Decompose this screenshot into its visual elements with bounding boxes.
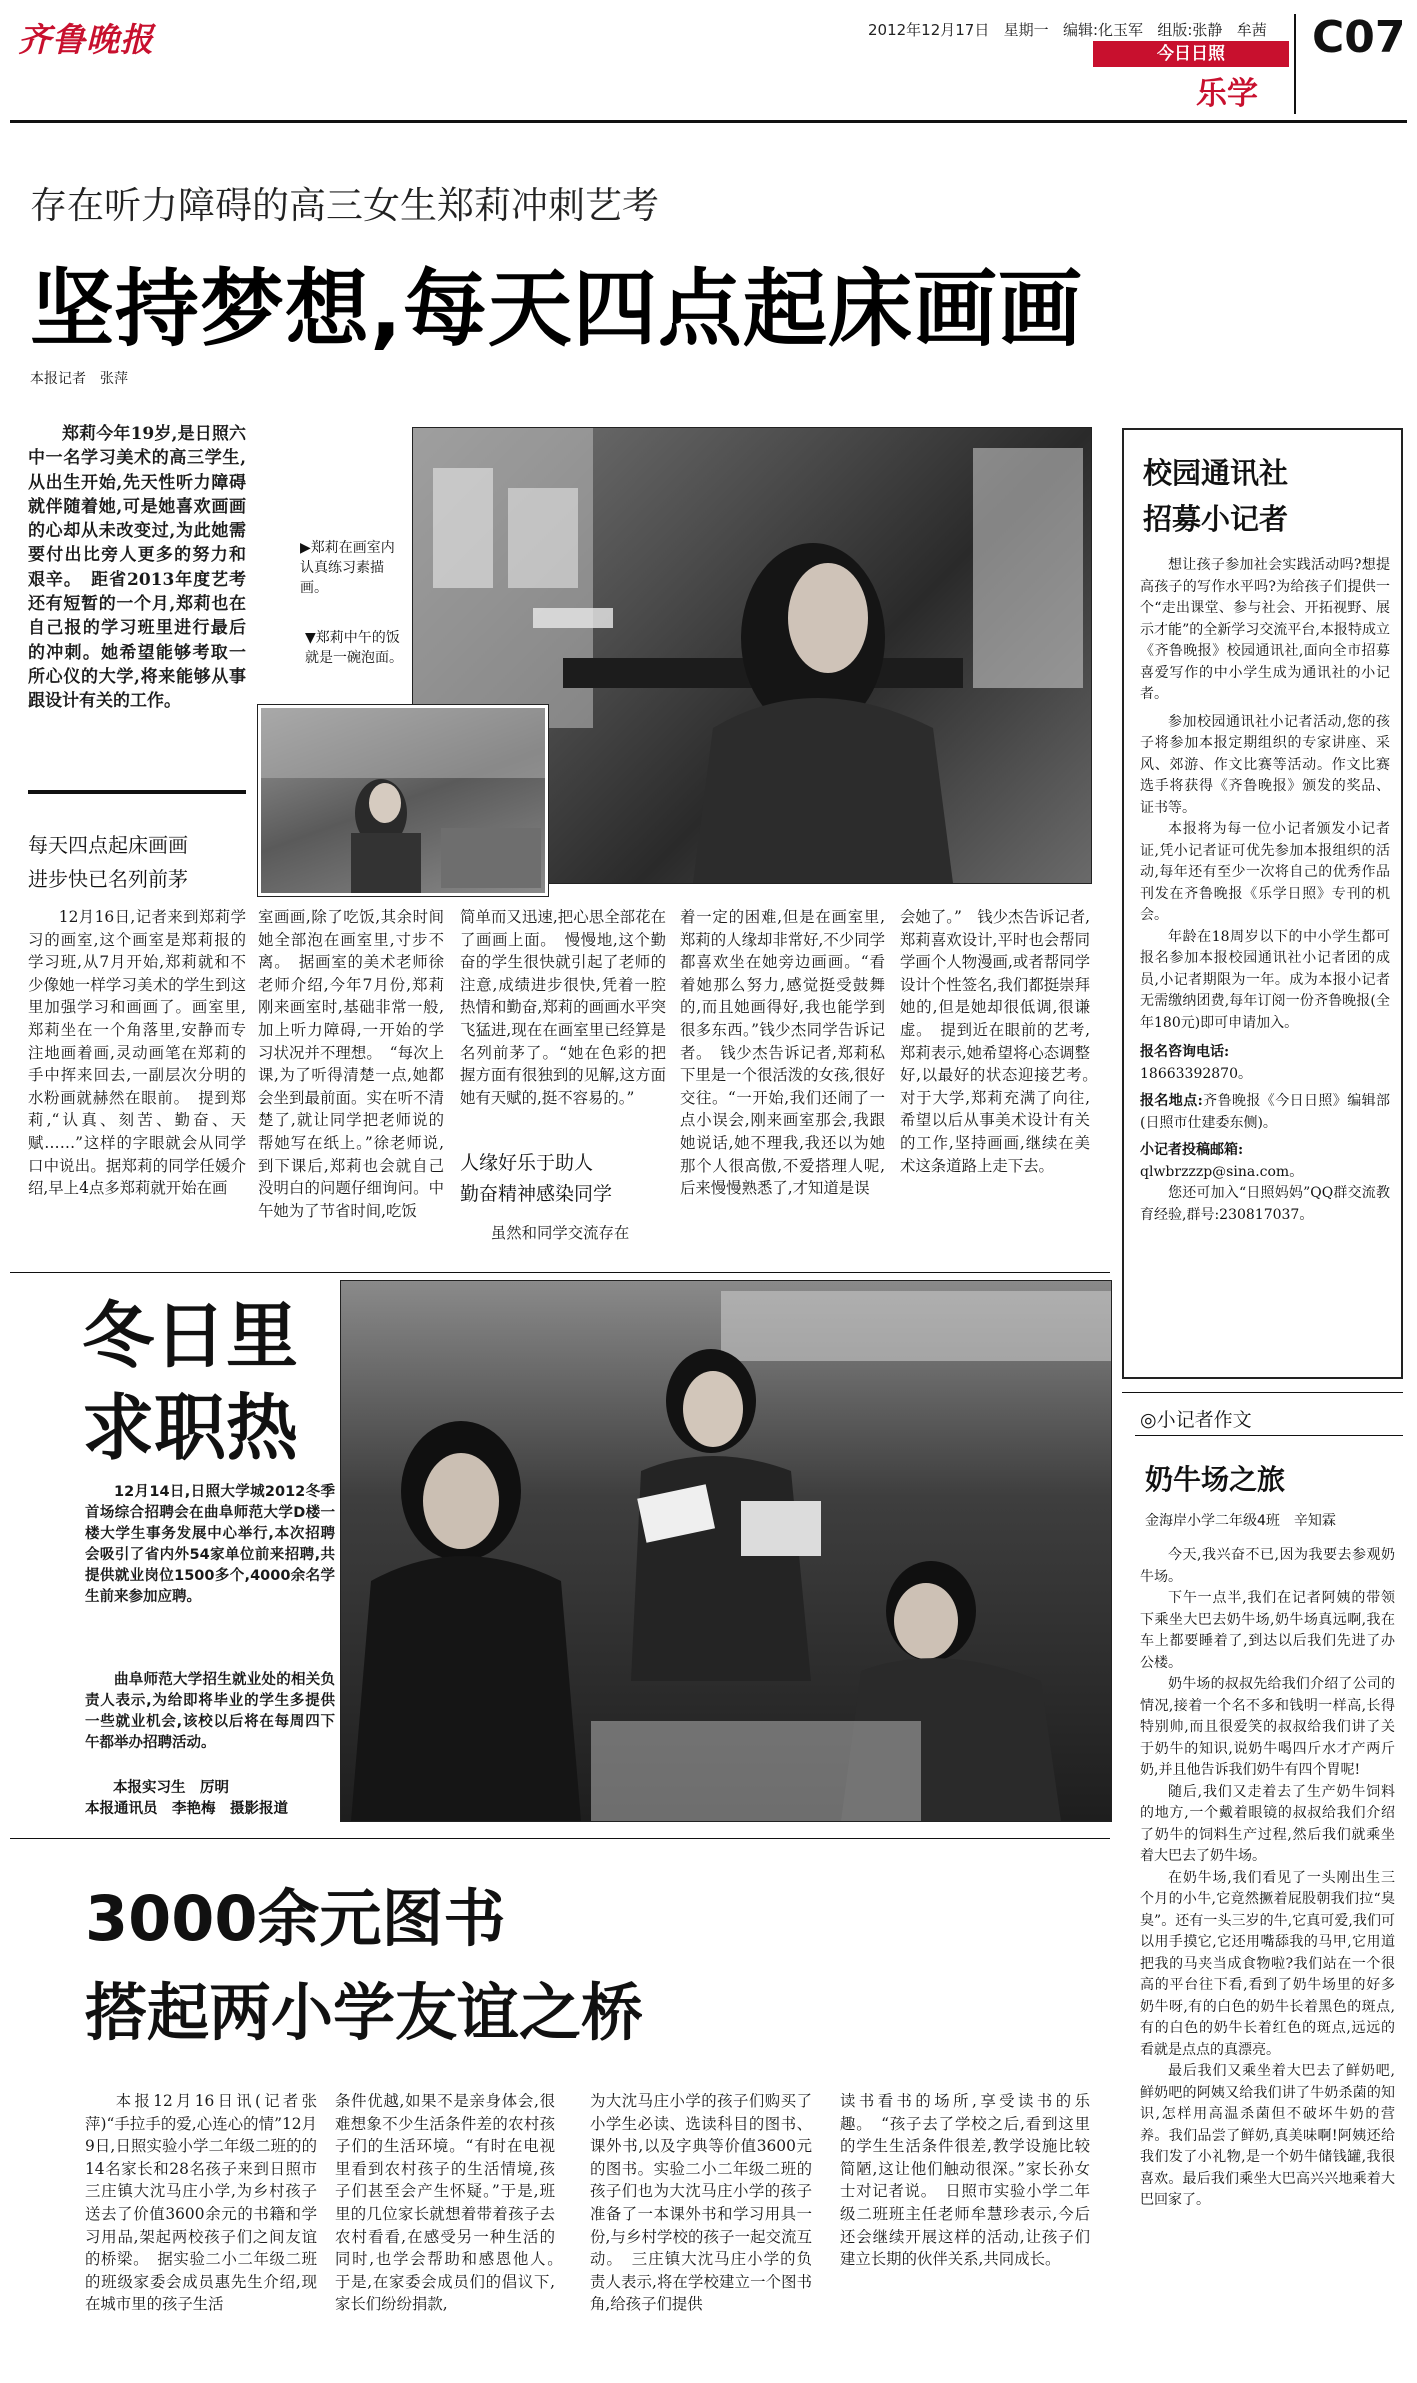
article3-column-4: 读书看书的场所,享受读书的乐趣。 “孩子去了学校之后,看到这里的学生生活条件很差,教学设施比较简陋,这让他们触动很深。”家长孙女士对记者说。 日照市实验小学二年级二班班主任老师牟慧珍表示,今后还会继续开展这样的活动,让孩子们建立长期的伙伴关系,共同成长。: [840, 2092, 1090, 2269]
subhead1-line2: 进步快已名列前茅: [28, 867, 188, 891]
article1-headline: 坚持梦想,每天四点起床画画: [30, 260, 1083, 358]
article1-column-1: 12月16日,记者来到郑莉学习的画室,这个画室是郑莉报的学习班,从7月开始,郑莉就和不少像她一样学习美术的学生到这里加强学习和画画了。画室里,郑莉坐在一个角落里,安静而专注地画着画,灵动画笔在郑莉的手中挥来回去,一副层次分明的水粉画就赫然在眼前。 提到郑莉,“认真、刻苦、勤奋、天赋……”这样的字眼就会从同学口中说出。据郑莉的同学任媛介绍,早上4点多郑莉就开始在画: [28, 908, 246, 1198]
article3-headline-line1: 3000余元图书: [85, 1882, 506, 1955]
masthead-logo: 齐鲁晚报: [18, 20, 154, 59]
subhead1-line1: 每天四点起床画画: [28, 833, 188, 857]
article2-headline-line2: 求职热: [82, 1386, 299, 1470]
article2-headline-line1: 冬日里: [82, 1294, 299, 1378]
article3-headline: [85, 1872, 643, 2060]
masthead-rule: [10, 120, 1407, 123]
address-value: 齐鲁晚报《今日日照》编辑部(日照市仕建委东侧)。: [1140, 1093, 1391, 1131]
article1-column-3: 简单而又迅速,把心思全部花在了画画上面。 慢慢地,这个勤奋的学生很快就引起了老师的注意,成绩进步很快,凭着一腔热情和勤奋,郑莉的画画水平突飞猛进,现在在画室里已经算是名列前茅了。“她在色彩的把握方面有很独到的见解,这方面她有天赋的,挺不容易的。”: [460, 908, 666, 1107]
section-name: 乐学: [1196, 76, 1258, 112]
essay-tag-rule: [1135, 1435, 1403, 1436]
essay-author: 金海岸小学二年级4班 辛知霖: [1145, 1513, 1336, 1529]
article1-bottom-rule: [10, 1272, 1110, 1273]
sidebar-title-line1: 校园通讯社: [1143, 456, 1289, 490]
subhead2-line1: 人缘好乐于助人: [460, 1152, 594, 1174]
article1-column-5: 会她了。” 钱少杰告诉记者,郑莉喜欢设计,平时也会帮同学画个人物漫画,或者帮同学设计个性签名,我们都挺崇拜她的,但是她却很低调,很谦虚。 提到近在眼前的艺考,郑莉表示,她希望将心态调整好,以最好的状态迎接艺考。 对于大学,郑莉充满了向往,希望以后从事美术设计有关的工作,坚持画画,继续在美术这条道路上走下去。: [900, 908, 1106, 1175]
email-address[interactable]: qlwbrzzzp@sina.com。: [1140, 1163, 1304, 1180]
masthead-vertical-divider: [1294, 14, 1296, 114]
photo-lunch-noodles: [258, 705, 548, 896]
article2-body: 12月14日,日照大学城2012冬季首场综合招聘会在曲阜师范大学D楼一楼大学生事务发展中心举行,本次招聘会吸引了省内外54家单位前来招聘,共提供就业岗位1500多个,4000余名学生前来参加应聘。: [85, 1484, 335, 1605]
article3-column-2: 条件优越,如果不是亲身体会,很难想象不少生活条件差的农村孩子们的生活环境。“有时在电视里看到农村孩子的生活情境,孩子们甚至会产生怀疑。”于是,班里的几位家长就想着带着孩子去农村看看,在感受另一种生活的同时,也学会帮助和感恩他人。 于是,在家委会成员们的倡议下,家长们纷纷捐款,: [335, 2092, 571, 2314]
lunch-photo-illustration: [261, 708, 545, 893]
article1-subhead1: [28, 828, 246, 896]
issue-weekday: 星期一: [1003, 21, 1049, 39]
sidebar-title-line2: 招募小记者: [1143, 502, 1289, 536]
masthead-info: [868, 19, 1267, 40]
photo-job-fair: [340, 1280, 1112, 1822]
address-label: 报名地点:: [1140, 1093, 1203, 1109]
article2-credit-1: 本报实习生 厉明: [113, 1780, 229, 1796]
article2-bottom-rule: [10, 1838, 1110, 1839]
article1-column-3b: 虽然和同学交流存在: [490, 1224, 630, 1242]
essay-body: 今天,我兴奋不已,因为我要去参观奶牛场。 下午一点半,我们在记者阿姨的带领下乘坐大巴去奶牛场,奶牛场真远啊,我在车上都要睡着了,到达以后我们先进了办公楼。 奶牛场的叔叔先给我们介绍了公司的情况,接着一个名不多和钱明一样高,长得特别帅,而且很爱笑的叔叔给我们讲了关于奶牛的知识,说奶牛喝四斤水才产两斤奶,并且他告诉我们奶牛有四个胃呢! 随后,我们又走着去了生产奶牛饲料的地方,一个戴着眼镜的叔叔给我们介绍了奶牛的饲料生产过程,然后我们就乘坐着大巴去了奶牛场。 在奶牛场,我们看见了一头刚出生三个月的小牛,它竟然撅着屁股朝我们拉“臭臭”。还有一头三岁的牛,它真可爱,我们可以用手摸它,它还用嘴舔我的马甲,它用道把我的马夹当成食物啦?我们站在一个很高的平台往下看,看到了奶牛场里的好多奶牛呀,有的白色的奶牛长着黑色的斑点,有的白色的奶牛长着红色的斑点,远远的看就是点点的真漂亮。 最后我们又乘坐着大巴去了鲜奶吧,鲜奶吧的阿姨又给我们讲了牛奶杀菌的知识,怎样用高温杀菌但不破坏牛奶的营养。我们品尝了鲜奶,真美味啊!阿姨还给我们发了小礼物,是一个奶牛储钱罐,我很喜欢。最后我们乘坐大巴高兴兴地乘着大巴回家了。: [1140, 1547, 1395, 2208]
lead-divider: [28, 790, 246, 794]
sidebar-title: [1143, 450, 1288, 542]
essay-tag: ◎小记者作文: [1140, 1409, 1252, 1431]
section-tag: 今日日照: [1093, 41, 1289, 67]
phone-number[interactable]: 18663392870。: [1140, 1065, 1252, 1082]
job-fair-photo-illustration: [341, 1281, 1111, 1821]
phone-label: 报名咨询电话:: [1140, 1044, 1230, 1060]
photo-caption-studio: ▶郑莉在画室内认真练习素描画。: [300, 540, 395, 596]
article2-body2: 曲阜师范大学招生就业处的相关负责人表示,为给即将毕业的学生多提供一些就业机会,该校以后将在每周四下午都举办招聘活动。: [85, 1672, 335, 1751]
article1-column-2: 室画画,除了吃饭,其余时间她全部泡在画室里,寸步不离。 据画室的美术老师徐老师介绍,今年7月份,郑莉刚来画室时,基础非常一般,加上听力障碍,一开始的学习状况并不理想。 “每次上课,为了听得清楚一点,她都会坐到最前面。实在听不清楚了,就让同学把老师说的帮她写在纸上。”徐老师说,到下课后,郑莉也会就自己没明白的问题仔细询问。中午她为了节省时间,吃饭: [258, 908, 444, 1220]
editor-credit: 编辑:化玉军: [1063, 21, 1144, 39]
email-label: 小记者投稿邮箱:: [1140, 1142, 1244, 1158]
article3-column-1: 本报12月16日讯(记者张萍)“手拉手的爱,心连心的情”12月9日,日照实验小学二年级二班的的14名家长和28名孩子来到日照市三庄镇大沈马庄小学,为乡村孩子送去了价值3600余元的书籍和学习用品,架起两校孩子们之间友谊的桥梁。 据实验二小二年级二班的班级家委会成员惠先生介绍,现在城市里的孩子生活: [85, 2092, 317, 2314]
layout-credit: 组版:张静: [1157, 21, 1223, 39]
article1-column-4: 着一定的困难,但是在画室里,郑莉的人缘却非常好,不少同学都喜欢坐在她旁边画画。“看着她那么努力,感觉挺受鼓舞的,而且她画得好,我也能学到很多东西。”钱少杰同学告诉记者。 钱少杰告诉记者,郑莉私下里是一个很活泼的女孩,很好交往。“一开始,我们还闹了一点小误会,刚来画室那会,我跟她说话,她不理我,我还以为她那个人很高傲,不爱搭理人呢,后来慢慢熟悉了,才知道是误: [680, 908, 885, 1198]
article1-byline: 本报记者 张萍: [30, 371, 128, 387]
article2-credits: [85, 1778, 335, 1820]
proof-credit: 牟茜: [1236, 21, 1267, 39]
subhead2-line2: 勤奋精神感染同学: [460, 1183, 613, 1205]
sidebar-body: 想让孩子参加社会实践活动吗?想提高孩子的写作水平吗?为给孩子们提供一个“走出课堂、参与社会、开拓视野、展示才能”的全新学习交流平台,本报特成立《齐鲁晚报》校园通讯社,面向全市招募喜爱写作的中小学生成为通讯社的小记者。 参加校园通讯社小记者活动,您的孩子将参加本报定期组织的专家讲座、采风、郊游、作文比赛等活动。作文比赛选手将获得《齐鲁晚报》颁发的奖品、证书等。 本报将为每一位小记者颁发小记者证,凭小记者证可优先参加本报组织的活动,每年还有至少一次将自己的优秀作品刊发在齐鲁晚报《乐学日照》专刊的机会。 年龄在18周岁以下的中小学生都可报名参加本报校园通讯社小记者团的成员,小记者期限为一年。成为本报小记者无需缴纳团费,每年订阅一份齐鲁晚报(全年180元)即可申请加入。 报名咨询电话: 18663392870。 报名地点:齐鲁晚报《今日日照》编辑部(日照市仕建委东侧)。 小记者投稿邮箱: qlwbrzzzp@sina.com。 您还可加入“日照妈妈”QQ群交流教育经验,群号:230817037。: [1140, 557, 1391, 1223]
essay-top-rule: [1122, 1392, 1403, 1393]
page-number: C07: [1312, 12, 1406, 63]
essay-title: 奶牛场之旅: [1145, 1463, 1286, 1496]
issue-date: 2012年12月17日: [868, 21, 990, 39]
article1-lead: 郑莉今年19岁,是日照六中一名学习美术的高三学生,从出生开始,先天性听力障碍就伴随着她,可是她喜欢画画的心却从未改变过,为此她需要付出比旁人更多的努力和艰辛。 距省2013年度艺考还有短暂的一个月,郑莉也在自己报的学习班里进行最后的冲刺。她希望能够考取一所心仪的大学,将来能够从事跟设计有关的工作。: [28, 424, 246, 712]
article3-column-3: 为大沈马庄小学的孩子们购买了小学生必读、选读科目的图书、课外书,以及字典等价值3600元的图书。实验二小二年级二班的孩子们也为大沈马庄小学的孩子准备了一本课外书和学习用具一份,与乡村学校的孩子一起交流互动。 三庄镇大沈马庄小学的负责人表示,将在学校建立一个图书角,给孩子们提供: [590, 2092, 812, 2314]
photo-caption-lunch: ▼郑莉中午的饭就是一碗泡面。: [305, 630, 403, 666]
article3-headline-line2: 搭起两小学友谊之桥: [85, 1976, 644, 2049]
article2-headline: [82, 1290, 298, 1474]
article2-credit-2: 本报通讯员 李艳梅 摄影报道: [85, 1801, 288, 1817]
article1-kicker: 存在听力障碍的高三女生郑莉冲刺艺考: [30, 184, 659, 227]
article1-subhead2: [460, 1148, 666, 1210]
